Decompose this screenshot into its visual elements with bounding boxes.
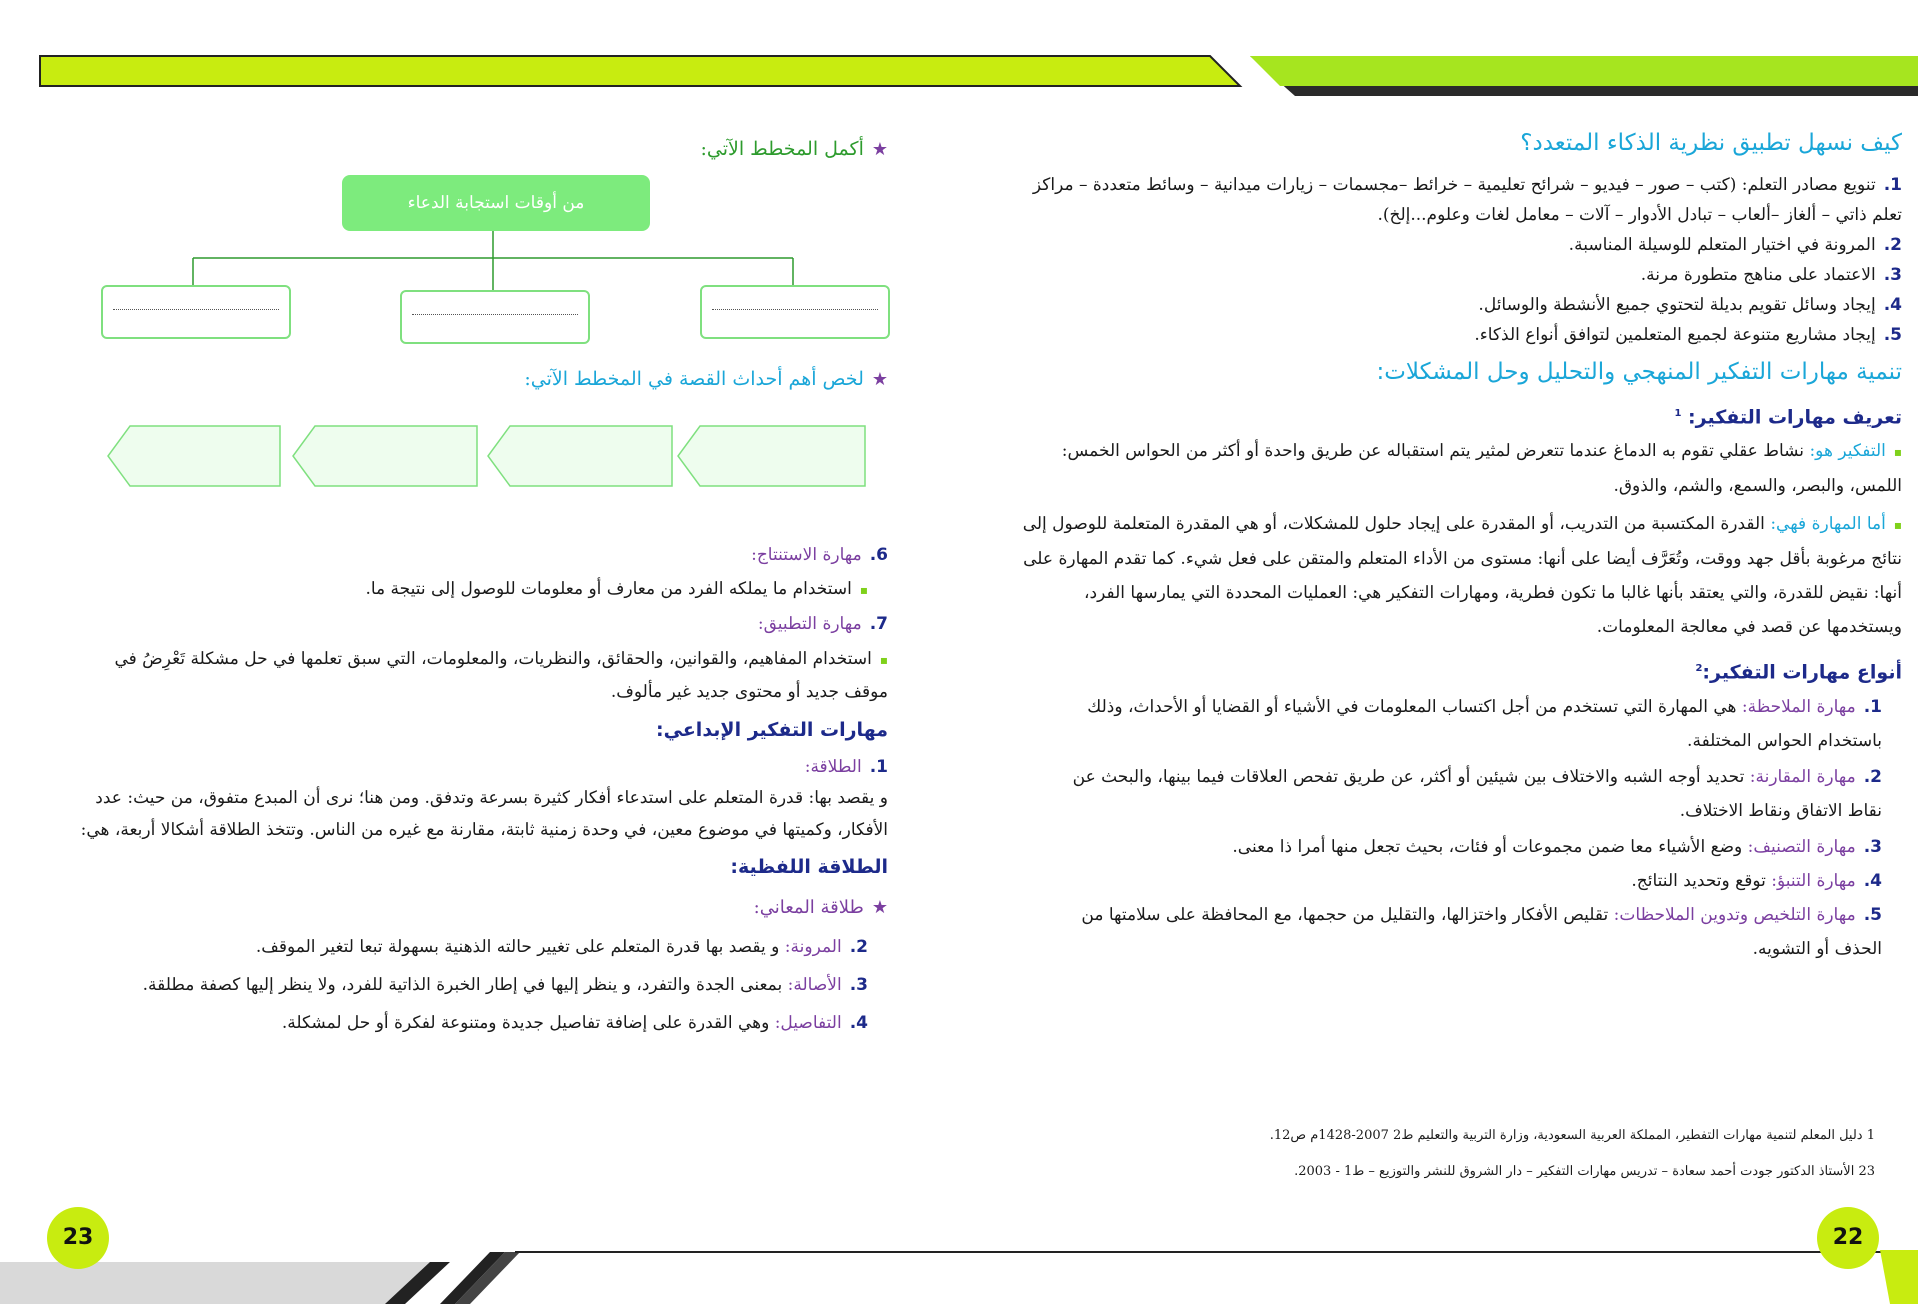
list-number: 2. [1863,767,1882,787]
footnote-2: 23 الأستاذ الدكتور جودت أحمد سعادة – تدريس مهارات التفكير – دار الشروق للنشر والتوزيع – ط1 - 2003. [1294,1164,1875,1179]
definition-keyword: التفكير هو: [1809,441,1886,461]
list-item [80,752,888,782]
story-event-box[interactable] [293,426,477,486]
bullet-icon: ▪ [879,653,888,667]
list-number: 5. [1883,325,1902,345]
skill-text: وضع الأشياء معا ضمن مجموعات أو فئات، بحيث تجعل منها أمرا ذا معنى. [1232,837,1748,857]
list-number: 4. [849,1013,868,1033]
list-item [80,540,888,570]
skill-text: توقع وتحديد النتائج. [1631,871,1772,891]
list-number: 5. [1863,905,1882,925]
list-number: 1. [869,757,888,777]
list-item [1020,260,1902,290]
list-item [1040,760,1882,828]
skill-keyword: مهارة المقارنة: [1749,767,1856,787]
bottom-banner [0,1240,1918,1304]
story-flow-diagram [100,420,880,500]
skill-keyword: مهارة الملاحظة: [1741,697,1856,717]
page-number-right: 22 [1817,1207,1879,1269]
list-item [1040,864,1882,898]
diagram-answer-box[interactable] [101,285,291,339]
star-icon: ★ [871,139,888,160]
list-number: 6. [869,545,888,565]
list-item [1040,830,1882,864]
list-text: إيجاد مشاريع متنوعة لجميع المتعلمين لتوافق أنواع الذكاء. [1474,325,1876,345]
task-summarize-story [350,368,888,398]
diagram-answer-box[interactable] [700,285,890,339]
diagram-root-box: من أوقات استجابة الدعاء [342,175,650,231]
heading-thinking-types: أنواع مهارات التفكير:$^2$ [1695,661,1902,684]
skill-text: بمعنى الجدة والتفرد، و ينظر إليها في إطار الخبرة الذاتية للفرد، ولا ينظر إليها كصفة مطلقة. [142,975,788,995]
heading-multiple-intelligence: كيف نسهل تطبيق نظرية الذكاء المتعدد؟ [1520,130,1902,156]
footnote-ref: 1 [1674,408,1682,419]
skill-keyword: الطلاقة: [804,757,862,777]
list-text: تنويع مصادر التعلم: (كتب – صور – فيديو – شرائح تعليمية – خرائط –مجسمات – زيارات ميدانية – وسائط متعددة – مراكز تعلم ذاتي – ألغاز –ألعاب – تبادل الأدوار – آلات – معامل لغات وعلوم...إلخ). [1032,175,1902,225]
list-item [1020,230,1902,260]
list-text: إيجاد وسائل تقويم بديلة لتحتوي جميع الأنشطة والوسائل. [1478,295,1876,315]
skill-text: هي المهارة التي تستخدم من أجل اكتساب المعلومات في الأشياء أو القضايا أو الأحداث، وذلك باستخدام الحواس المختلفة. [1087,697,1882,751]
star-icon: ★ [871,897,888,918]
list-item [1020,170,1902,230]
list-text: الاعتماد على مناهج متطورة مرنة. [1640,265,1876,285]
heading-verbal-fluency: الطلاقة اللفظية: [730,856,888,878]
bullet-icon: ▪ [1893,518,1902,532]
skill-keyword: مهارة الاستنتاج: [751,545,862,565]
list-number: 3. [1883,265,1902,285]
definition-text: نشاط عقلي تقوم به الدماغ عندما تتعرض لمثير يتم استقباله عن طريق واحدة أو أكثر من الحواس الخمس: اللمس، والبصر، والسمع، والشم، والذوق. [1061,441,1902,496]
list-text: المرونة في اختيار المتعلم للوسيلة المناسبة. [1568,235,1876,255]
list-number: 3. [1863,837,1882,857]
list-item [80,1004,868,1042]
skill-text: تقليص الأفكار واختزالها، والتقليل من حجمها، مع المحافظة على سلامتها من الحذف أو التشويه. [1081,905,1882,959]
story-event-box[interactable] [108,426,280,486]
list-item [80,966,868,1004]
sub-item [80,643,888,708]
skill-keyword: المرونة: [784,937,842,957]
right-page [1020,130,1902,966]
diagram-connectors [0,0,900,300]
paragraph-fluency: و يقصد بها: قدرة المتعلم على استدعاء أفكار كثيرة بسرعة وتدفق. ومن هنا؛ نرى أن المبدع متفوق، من حيث: عدد الأفكار، وكميتها في موضوع معين، في وحدة زمنية ثابتة، مقارنة مع غيره من الناس. وتتخذ الطلاقة أشكالا أربعة، هي: [80,788,888,840]
list-item [80,609,888,639]
bullet-icon: ▪ [859,583,868,597]
list-item [1020,320,1902,350]
list-number: 7. [869,614,888,634]
left-page-body [80,540,888,1042]
sub-item [80,574,888,605]
heading-definition: تعريف مهارات التفكير: $^1$ [1674,406,1902,429]
skill-keyword: مهارة التلخيص وتدوين الملاحظات: [1613,905,1856,925]
list-number: 1. [1883,175,1902,195]
meanings-item [80,888,888,928]
diagram-answer-box[interactable] [400,290,590,344]
definition-keyword: أما المهارة فهي: [1770,514,1886,534]
skill-keyword: مهارة التطبيق: [757,614,862,634]
sub-item-text: استخدام ما يملكه الفرد من معارف أو معلومات للوصول إلى نتيجة ما. [365,579,852,599]
list-item [1040,898,1882,966]
skill-keyword: التفاصيل: [774,1013,842,1033]
skill-text: و يقصد بها قدرة المتعلم على تغيير حالته الذهنية بسهولة تبعا لتغير الموقف. [255,937,785,957]
list-number: 3. [849,975,868,995]
definition-item [1020,507,1902,644]
footnote-1: 1 دليل المعلم لتنمية مهارات التفطير، المملكة العربية السعودية، وزارة التربية والتعليم ط2 2007-1428م ص12. [1269,1128,1875,1143]
story-event-box[interactable] [488,426,672,486]
sub-item-text: استخدام المفاهيم، والقوانين، والحقائق، والنظريات، والمعلومات، التي سبق تعلمها في حل مشكلة تَعْرِضُ في موقف جديد أو محتوى جديد غير مألوف. [114,649,888,702]
footnote-ref: 2 [1695,663,1703,674]
heading-creative-thinking: مهارات التفكير الإبداعي: [656,719,888,741]
list-number: 4. [1863,871,1882,891]
story-event-box[interactable] [678,426,865,486]
skill-keyword: مهارة التنبؤ: [1771,871,1856,891]
star-icon: ★ [871,369,888,390]
list-number: 2. [1883,235,1902,255]
definition-item [1020,434,1902,503]
meanings-text: طلاقة المعاني: [753,897,864,918]
skill-text: وهي القدرة على إضافة تفاصيل جديدة ومتنوعة لفكرة أو حل لمشكلة. [281,1013,775,1033]
list-item [1040,690,1882,758]
list-item [80,928,868,966]
task-text: لخص أهم أحداث القصة في المخطط الآتي: [524,368,864,390]
list-number: 1. [1863,697,1882,717]
skill-keyword: مهارة التصنيف: [1747,837,1856,857]
list-number: 4. [1883,295,1902,315]
list-item [1020,290,1902,320]
bullet-icon: ▪ [1893,445,1902,459]
heading-thinking-skills-development: تنمية مهارات التفكير المنهجي والتحليل وحل المشكلات: [1376,359,1902,385]
skill-text: تحديد أوجه الشبه والاختلاف بين شيئين أو أكثر، عن طريق تفحص العلاقات فيما بينها، والبحث عن نقاط الاتفاق ونقاط الاختلاف. [1072,767,1882,821]
skill-keyword: الأصالة: [787,975,842,995]
definition-text: القدرة المكتسبة من التدريب، أو المقدرة على إيجاد حلول للمشكلات، أو هي المقدرة المتعلمة للوصول إلى نتائج مرغوبة بأقل جهد ووقت، وتُعَرَّف أيضا على أنها: مستوى من الأداء المتعلم والمتقن على فعل شيء. كما تقدم المهارة على أنها: نقيض للقدرة، والتي يعتقد بأنها غالبا ما تكون فطرية، ومهارات التفكير هي: العمليات المحددة التي يمارسها الفرد، ويستخدمها عن قصد في معالجة المعلومات. [1022,514,1902,637]
list-number: 2. [849,937,868,957]
task-text: أكمل المخطط الآتي: [700,138,864,160]
page-number-left: 23 [47,1207,109,1269]
